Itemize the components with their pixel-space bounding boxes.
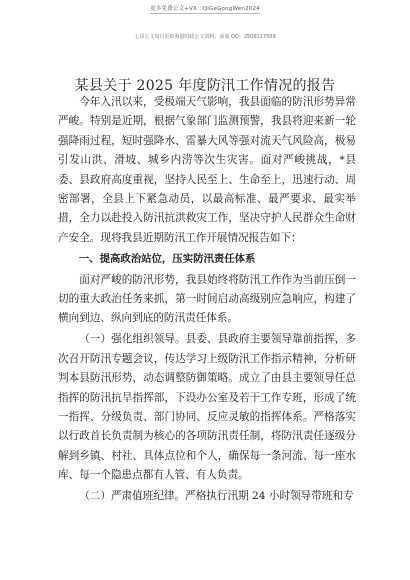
paragraph-duty-discipline: （二）严肃值班纪律。严格执行汛期 24 小时领导带班和专	[79, 490, 354, 503]
header-divider	[150, 13, 260, 14]
paragraph-org-leadership: （一）强化组织领导。县委、县政府主要领导靠前指挥，多次召开防汛专题会议，传达学习上级防汛工作指示精神，分析研判本县防汛形势，动态调整防御策略。成立了由县主要领导任总指挥的防汛抗旱指挥部，下设办公室及若干工作专班，形成了统一指挥、分级负责、部门协同、反应灵敏的指挥体系。严格落实以行政首长负责制为核心的各项防汛责任制，将防汛责任逐级分解到乡镇、村社、具体点位和个人，确保每一条河流、每一座水库、每一个隐患点都有人管、有人负责。	[58, 333, 356, 482]
paragraph-section-1: 面对严峻的防汛形势，我县始终将防汛工作作为当前压倒一切的重大政治任务来抓，第一时间启动高级别应急响应，构建了横向到边、纵向到底的防汛责任体系。	[58, 273, 356, 325]
section-heading-1: 一、提高政治站位，压实防汛责任体系	[78, 252, 256, 265]
document-body	[58, 93, 356, 508]
document-title: 某县关于 2025 年度防汛工作情况的报告	[74, 78, 336, 94]
paragraph-intro: 今年入汛以来，受极端天气影响，我县面临的防汛形势异常严峻。特别是近期，根据气象部门监测预警，我县将迎来新一轮强降雨过程，短时强降水、雷暴大风等强对流天气风险高，极易引发山洪、滑坡、城乡内涝等次生灾害。面对严峻挑战，*县委、县政府高度重视，坚持人民至上、生命至上，迅速行动、周密部署，全县上下紧急动员，以最高标准、最严要求、最实举措，全力以赴投入防汛抗洪救灾工作，坚决守护人民群众生命财产安全。现将我县近期防汛工作开展情况报告如下：	[58, 96, 356, 244]
header-watermark-line: 更多免费公文+VX：QiGeGongWen2024	[150, 6, 260, 12]
header-subline: 七哥公文每日更新海量时政公文资料，添加 QQ：2500117509	[134, 34, 276, 40]
